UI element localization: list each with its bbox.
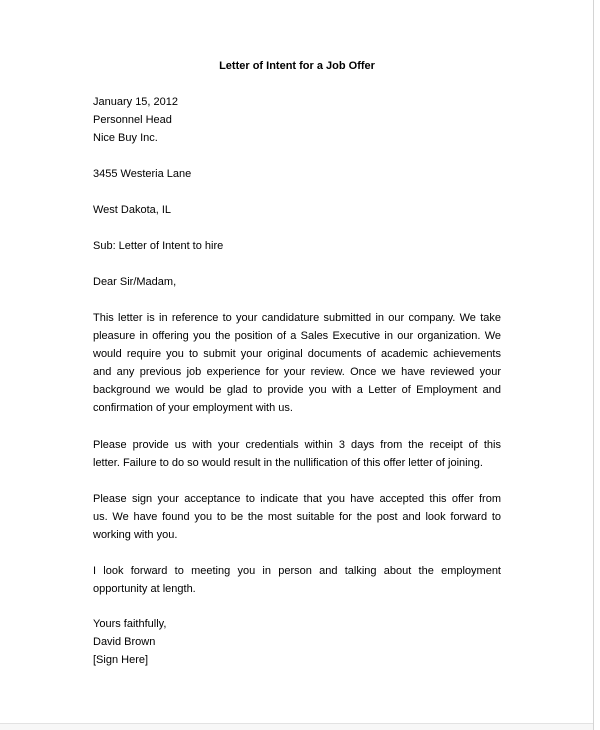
signature-placeholder: [Sign Here] [93, 654, 149, 666]
letter-title: Letter of Intent for a Job Offer [219, 60, 375, 72]
body-paragraph-4: I look forward to meeting you in person and talking about the employment opportunity at length. [93, 565, 501, 595]
body-paragraph-3: Please sign your acceptance to indicate that you have accepted this offer from us. We have found you to be the most suitable for the post and look forward to working with you. [93, 493, 501, 541]
recipient-title: Personnel Head [93, 114, 172, 126]
address-street: 3455 Westeria Lane [93, 168, 192, 180]
subject-line: Sub: Letter of Intent to hire [93, 240, 224, 252]
page-edge [0, 723, 593, 730]
company-name: Nice Buy Inc. [93, 132, 158, 144]
recipient-block [93, 93, 178, 147]
closing: Yours faithfully, [93, 618, 167, 630]
closing-block [93, 615, 166, 669]
body-paragraph-2: Please provide us with your credentials within 3 days from the receipt of this letter. Failure to do so would result in the nullification of this offer letter of joining. [93, 439, 501, 469]
address-city: West Dakota, IL [93, 204, 172, 216]
letter-date: January 15, 2012 [93, 96, 179, 108]
salutation: Dear Sir/Madam, [93, 276, 177, 288]
sender-name: David Brown [93, 636, 156, 648]
body-paragraph-1: This letter is in reference to your candidature submitted in our company. We take pleasure in offering you the position of a Sales Executive in our organization. We would require you to submit your original documents of academic achievements and any previous job experience for your review. Once we have reviewed your background we would be glad to provide you with a Letter of Employment and confirmation of your employment with us. [93, 312, 501, 414]
